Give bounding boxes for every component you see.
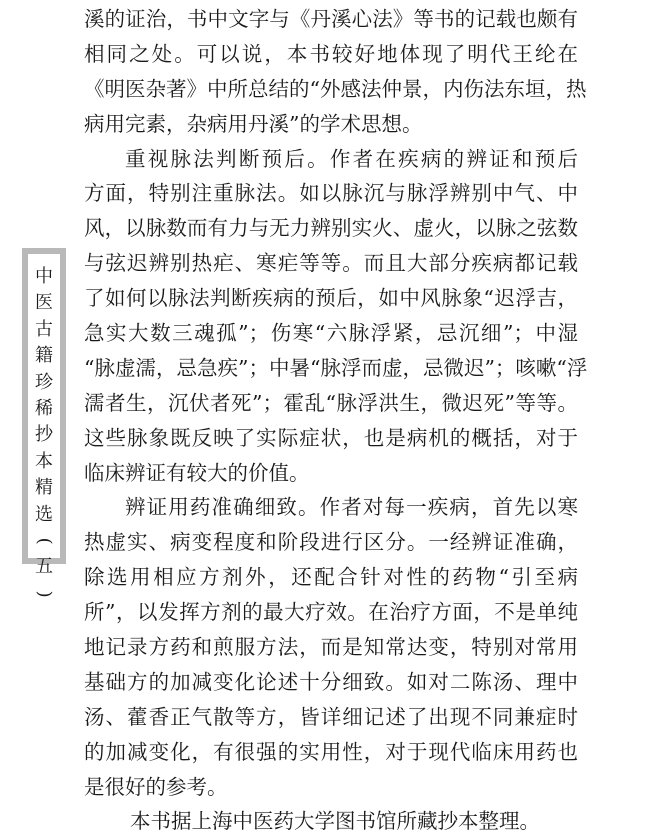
text-line: 了如何以脉法判断疾病的预后，如中风脉象“迟浮吉， [84, 286, 578, 311]
body-text [84, 2, 588, 839]
series-title-char: 中 [35, 266, 53, 287]
text-line: 地记录方药和煎服方法，而是知常达变，特别对常用 [84, 635, 578, 660]
text-line: 热虚实、病变程度和阶段进行区分。一经辨证准确， [84, 530, 578, 555]
text-line: 与弦迟辨别热疟、寒疟等等。而且大部分疾病都记载 [84, 251, 578, 276]
text-line: 这些脉象既反映了实际症状，也是病机的概括，对于 [84, 425, 578, 450]
text-line: 临床辨证有较大的价值。 [84, 460, 310, 485]
text-line: 风，以脉数而有力与无力辨别实火、虚火，以脉之弦数 [84, 216, 578, 241]
series-side-tab-inner [28, 254, 60, 598]
text-line: 所”，以发挥方剂的最大疗效。在治疗方面，不是单纯 [84, 600, 578, 625]
paragraph-heading-line: 重视脉法判断预后。作者在疾病的辨证和预后 [125, 146, 578, 171]
text-line: 病用完素，杂病用丹溪”的学术思想。 [84, 111, 423, 136]
series-title-char: 珍 [35, 371, 53, 393]
series-title-char: 选 [35, 503, 53, 525]
text-line: 汤、藿香正气散等方，皆详细记述了出现不同兼症时 [84, 704, 578, 729]
series-title-char: 本 [35, 450, 53, 472]
series-title-char: 医 [35, 292, 53, 314]
series-title-char: 籍 [35, 345, 53, 367]
text-line: 濡者生，沉伏者死”；霍乱“脉浮洪生，微迟死”等等。 [84, 390, 578, 415]
text-line: 基础方的加减变化论述十分细致。如对二陈汤、理中 [84, 669, 578, 694]
paragraph-heading-line: 辨证用药准确细致。作者对每一疾病，首先以寒 [125, 495, 578, 520]
text-line: 《明医杂著》中所总结的“外感法仲景，内伤法东垣，热 [84, 76, 587, 101]
series-volume-close-paren: ) [34, 590, 56, 598]
text-line: 方面，特别注重脉法。如以脉沉与脉浮辨别中气、中 [84, 181, 578, 206]
text-line: 是很好的参考。 [84, 774, 228, 799]
text-line: 溪的证治，书中文字与《丹溪心法》等书的记载也颇有 [84, 7, 578, 31]
series-volume-number: 五 [35, 556, 53, 578]
series-title-char: 抄 [35, 424, 53, 446]
series-title [28, 264, 60, 607]
series-side-tab [22, 248, 66, 598]
text-line: “脉虚濡，忌急疾”；中暑“脉浮而虚，忌微迟”；咳嗽“浮 [84, 355, 588, 380]
series-title-char: 稀 [35, 397, 53, 419]
text-line: 除选用相应方剂外，还配合针对性的药物“引至病 [84, 565, 578, 590]
series-volume-open-paren: ( [34, 537, 56, 545]
closing-note-line: 本书据上海中医药大学图书馆所藏抄本整理。 [130, 809, 540, 834]
text-line: 急实大数三魂孤”；伤寒“六脉浮紧，忌沉细”；中湿 [84, 321, 578, 346]
series-title-char: 古 [35, 318, 53, 340]
text-line: 的加减变化，有很强的实用性，对于现代临床用药也 [84, 739, 578, 764]
series-title-char: 精 [35, 477, 53, 499]
text-line: 相同之处。可以说，本书较好地体现了明代王纶在 [84, 41, 578, 66]
